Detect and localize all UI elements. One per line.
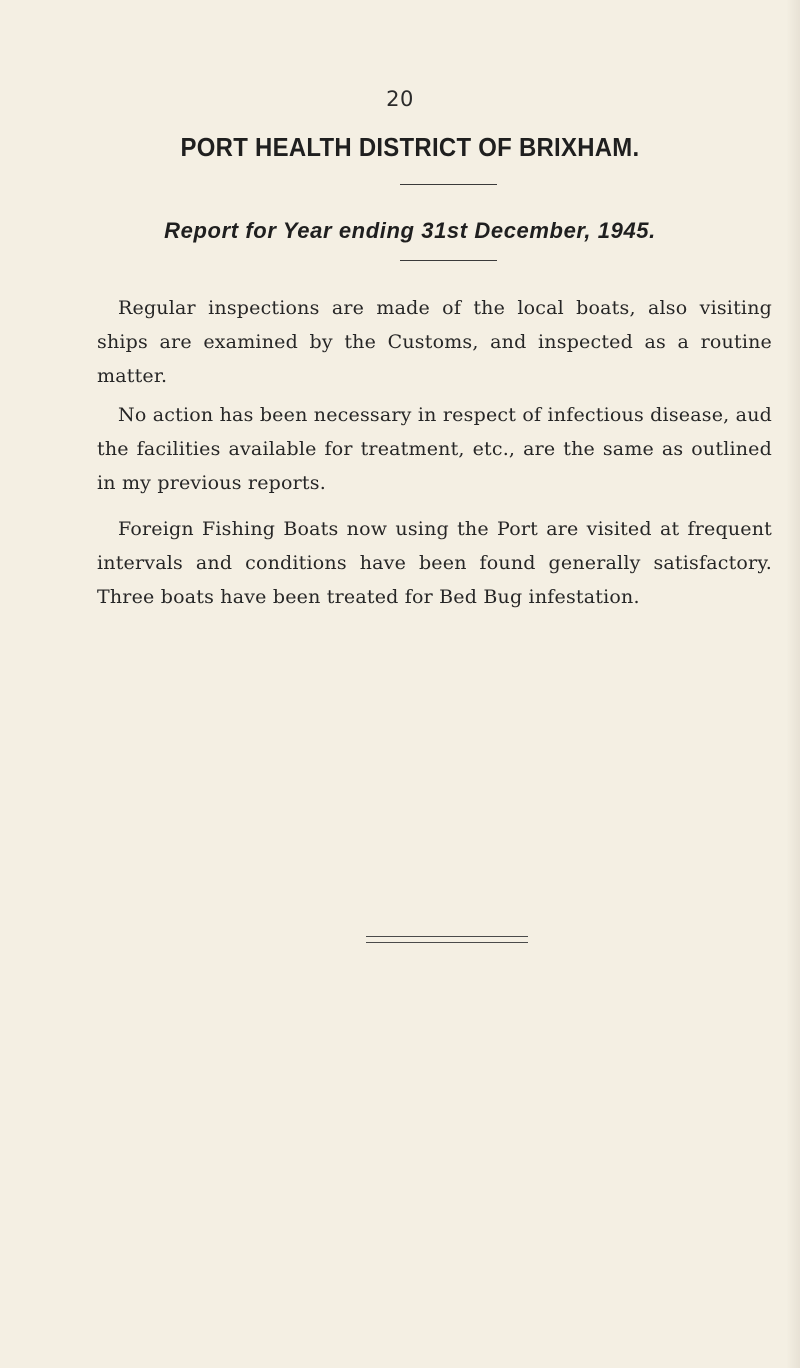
page-number: 20 (386, 87, 414, 111)
page-title: PORT HEALTH DISTRICT OF BRIXHAM. (180, 132, 640, 162)
paragraph-foreign-fishing-boats: Foreign Fishing Boats now using the Port are visited at frequent intervals and conditions have been found generally satisfactory. Three boats have been treated for Bed Bug infestation. (97, 518, 772, 608)
end-double-rule (366, 936, 528, 943)
page-edge-shadow (786, 0, 800, 1368)
title-divider (400, 184, 497, 185)
subtitle-divider (400, 260, 497, 261)
paragraph-inspections: Regular inspections are made of the local boats, also visiting ships are examined by the Customs, and inspected as a routine matter. (97, 297, 772, 387)
paragraph-infectious-disease: No action has been necessary in respect of infectious disease, aud the facilities available for treatment, etc., are the same as outlined in my previous reports. (97, 404, 772, 494)
report-subtitle: Report for Year ending 31st December, 1945. (164, 218, 656, 243)
